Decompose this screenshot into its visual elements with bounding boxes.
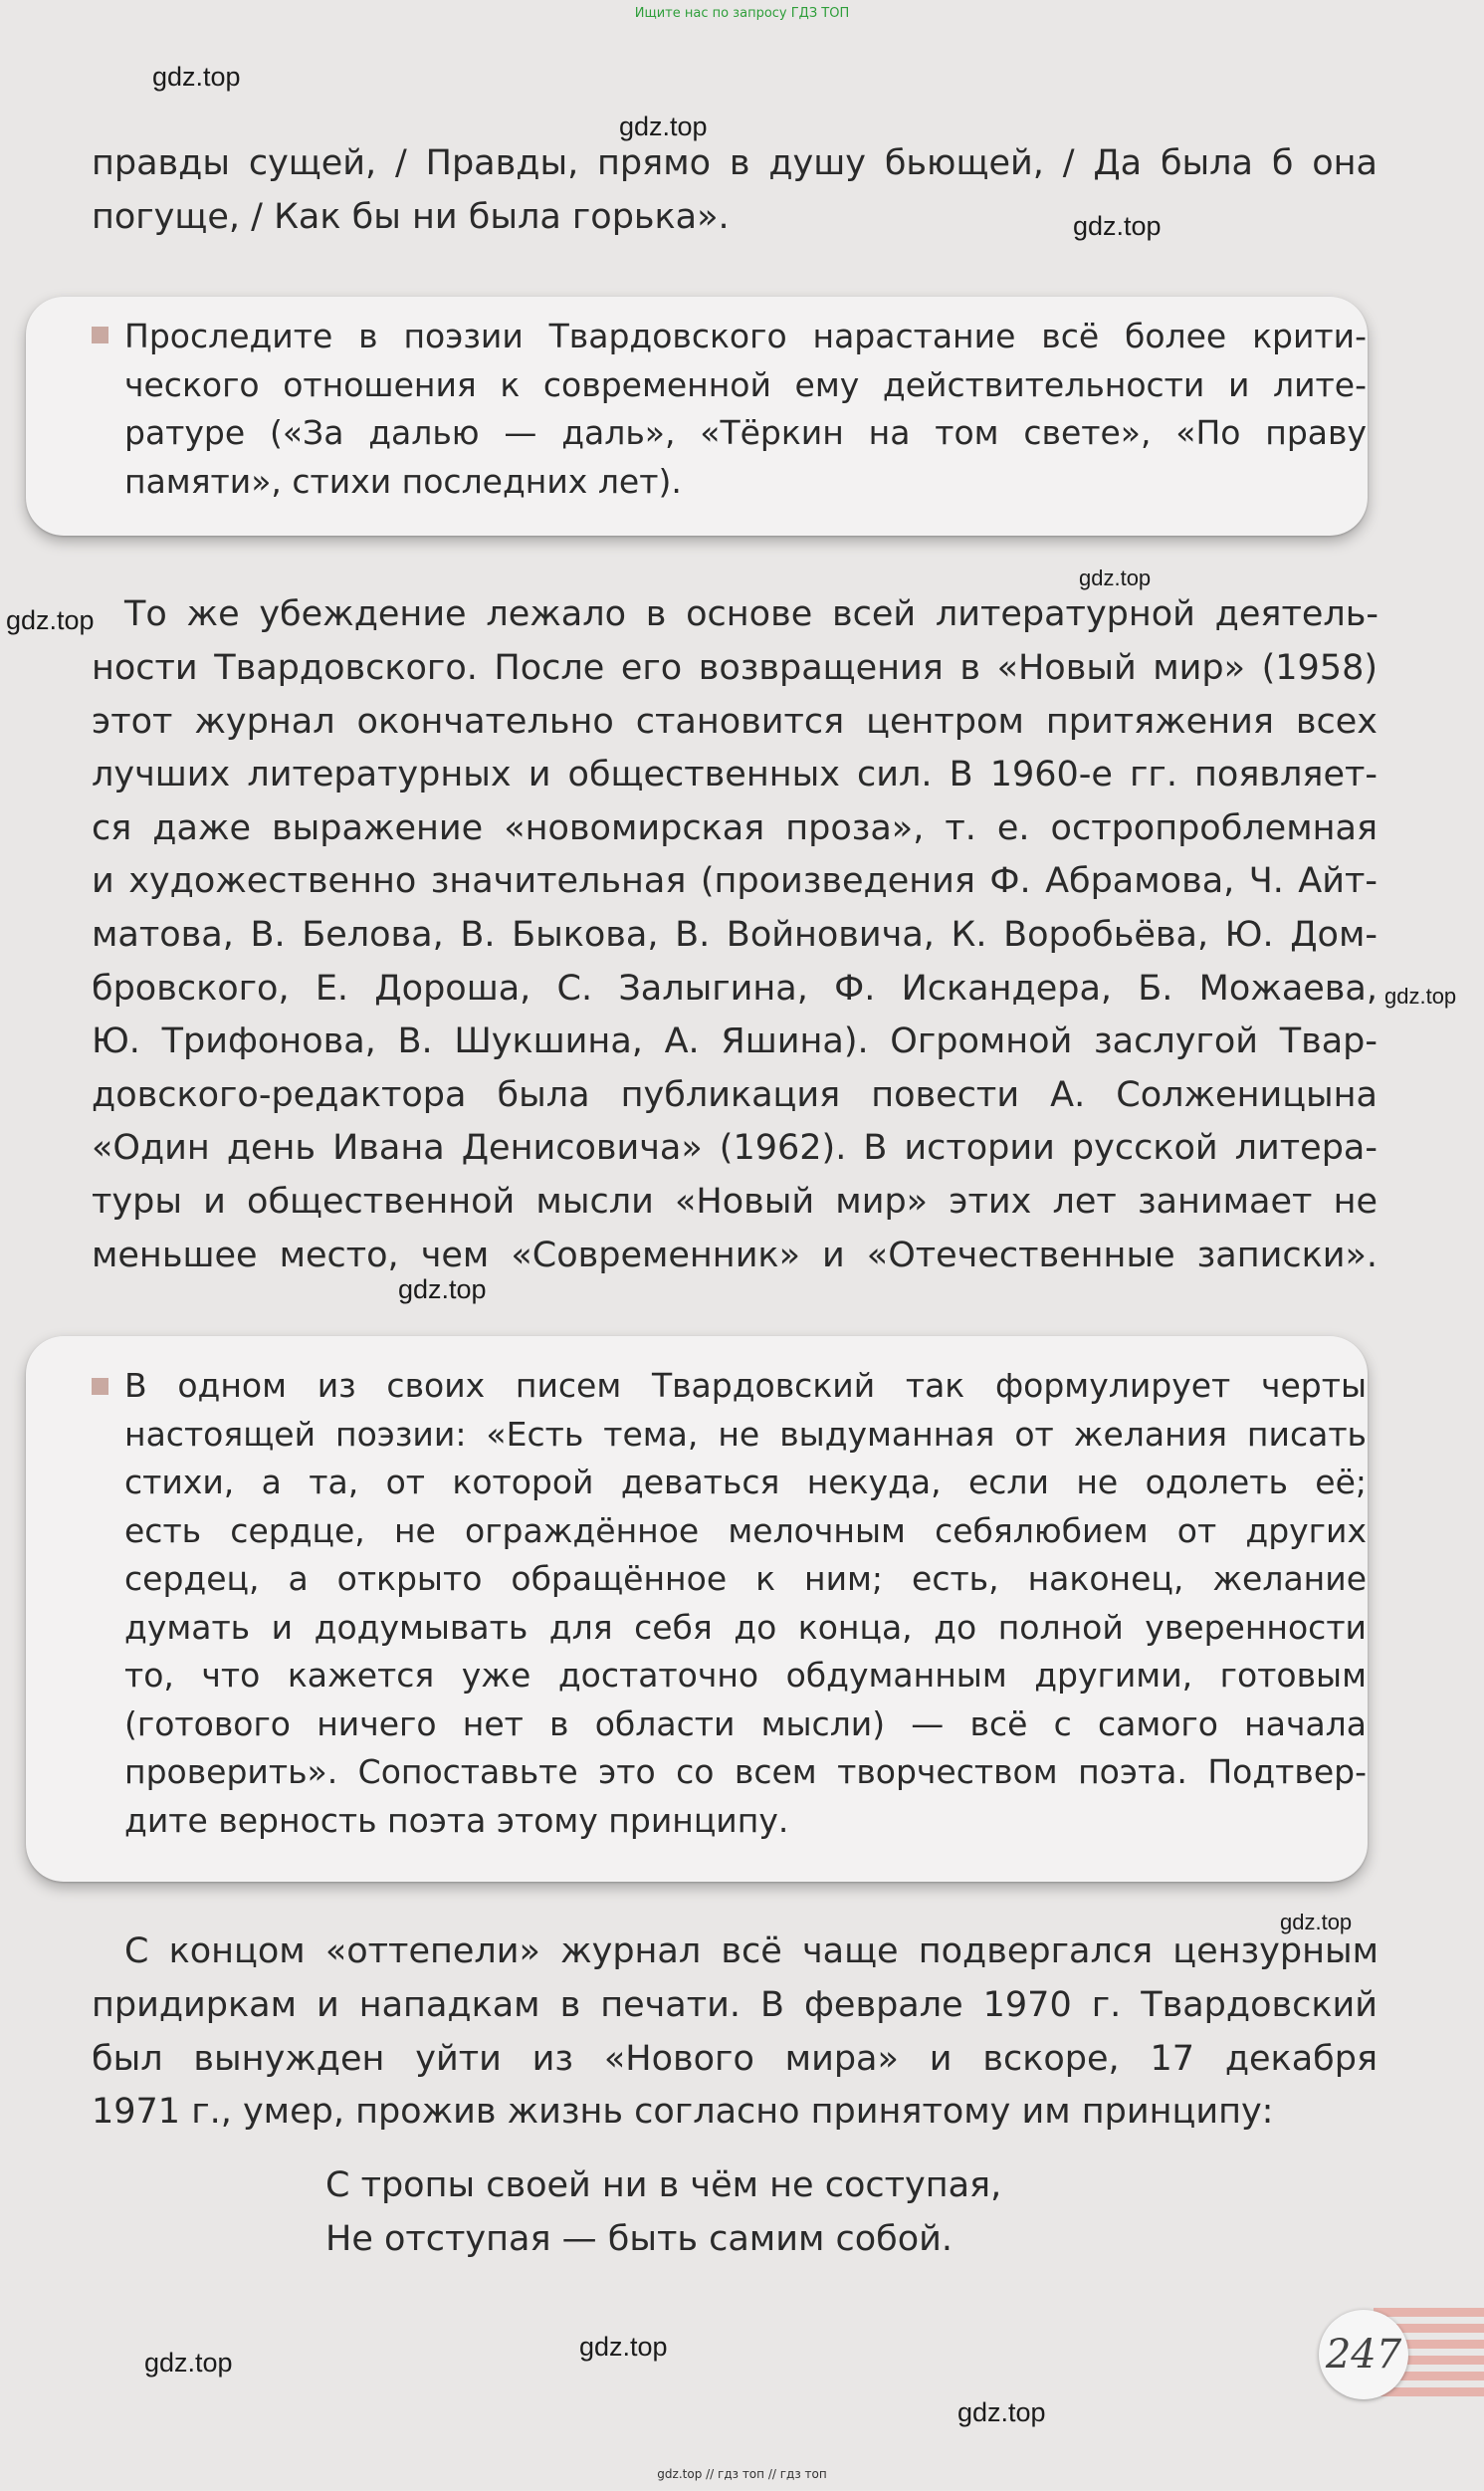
watermark: gdz.top [152,62,241,92]
paragraph-main-body [92,642,1378,1282]
watermark: gdz.top [144,2348,233,2378]
text-line: думать и додумывать для себя до конца, до полной уверенности [124,1607,1367,1647]
text-line: ратуре («За далью — даль», «Тёркин на том свете», «По праву [124,413,1367,452]
text-line: ся даже выражение «новомирская проза», т. е. остропроблемная [92,807,1378,848]
text-line: сердец, а открыто обращённое к ним; есть, наконец, желание [124,1559,1367,1598]
task-text [124,313,1367,506]
poem-quote [325,2158,1001,2266]
task-text [124,1362,1367,1845]
text-line: стихи, а та, от которой деваться некуда, если не одолеть её; [124,1463,1367,1501]
text-line: дите верность поэта этому принципу. [124,1800,789,1840]
text-line: С концом «оттепели» журнал всё чаще подвергался цензурным [124,1931,1378,1971]
text-line: В одном из своих писем Твардовский так формулирует черты [124,1366,1367,1405]
watermark: gdz.top [579,2332,668,2362]
watermark: gdz.top [1079,566,1152,590]
text-line: Ю. Трифонова, В. Шукшина, А. Яшина). Огромной заслугой Твар- [92,1021,1378,1062]
text-line: туры и общественной мысли «Новый мир» этих лет занимает не [92,1181,1378,1222]
text-line: проверить». Сопоставьте это со всем творчеством поэта. Подтвер- [124,1752,1367,1791]
text-line: есть сердце, не ограждённое мелочным себялюбием от других [124,1510,1367,1550]
text-line: (готового ничего нет в области мысли) — всё с самого начала [124,1703,1367,1743]
text-line: «Один день Ивана Денисовича» (1962). В истории русской литера- [92,1128,1378,1169]
text-line: правды сущей, / Правды, прямо в душу бьющей, / Да была б она [92,143,1378,183]
paragraph-end-body [92,1979,1378,2140]
watermark: gdz.top [398,1274,487,1304]
text-line: 1971 г., умер, прожив жизнь согласно принятому им принципу: [92,2092,1274,2133]
text-line: лучших литературных и общественных сил. В 1960-е гг. появляет- [92,755,1378,795]
text-line: этот журнал окончательно становится центром притяжения всех [92,701,1378,742]
page-number: 247 [1319,2310,1408,2399]
text-line: Проследите в поэзии Твардовского нарастание всё более крити- [124,317,1367,355]
text-line: памяти», стихи последних лет). [124,461,682,501]
text-line: и художественно значительная (произведения Ф. Абрамова, Ч. Айт- [92,861,1378,902]
text-line: довского-редактора была публикация повести А. Солженицына [92,1074,1378,1115]
task-box-1 [26,297,1368,536]
poem-line: С тропы своей ни в чём не соступая, [325,2165,1002,2205]
watermark: gdz.top [1384,984,1457,1009]
text-line: ности Твардовского. После его возвращения в «Новый мир» (1958) [92,648,1378,688]
bottom-banner[interactable]: gdz.top // гдз топ // гдз топ [657,2467,827,2481]
paragraph-top [92,137,1378,244]
text-line: был вынужден уйти из «Нового мира» и вскоре, 17 декабря [92,2038,1378,2079]
text-line: меньшее место, чем «Современник» и «Отечественные записки». [92,1235,1378,1275]
text-line: бровского, Е. Дороша, С. Залыгина, Ф. Искандера, Б. Можаева, [92,968,1378,1009]
text-line: придиркам и нападкам в печати. В феврале 1970 г. Твардовский [92,1985,1378,2025]
watermark: gdz.top [6,605,95,635]
task-bullet [92,1378,108,1395]
watermark: gdz.top [957,2397,1046,2427]
text-line: ческого отношения к современной ему действительности и лите- [124,364,1367,404]
text-line: то, что кажется уже достаточно обдуманным другими, готовым [124,1656,1367,1695]
top-banner[interactable]: Ищите нас по запросу ГДЗ ТОП [634,6,850,21]
task-box-2 [26,1336,1368,1882]
paragraph-main [124,588,1378,642]
watermark: gdz.top [1073,211,1162,241]
task-bullet [92,327,108,343]
text-line: То же убеждение лежало в основе всей литературной деятель- [124,594,1378,634]
text-line: погуще, / Как бы ни была горька». [92,196,730,237]
watermark: gdz.top [1280,1910,1353,1934]
watermark: gdz.top [619,112,708,141]
text-line: матова, В. Белова, В. Быкова, В. Войновича, К. Воробьёва, Ю. Дом- [92,914,1378,955]
text-line: настоящей поэзии: «Есть тема, не выдуманная от желания писать [124,1414,1367,1454]
poem-line: Не отступая — быть самим собой. [325,2219,954,2259]
paragraph-end [124,1925,1378,1979]
